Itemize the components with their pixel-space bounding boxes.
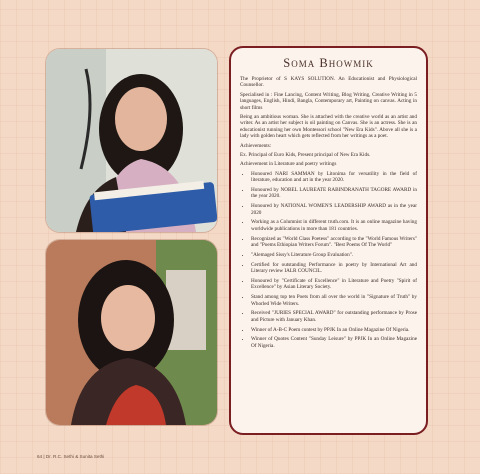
list-item: • Honoured by NOBEL LAUREATE RABINDRANATH TAGORE AWARD in the year 2020. [251,187,417,200]
list-item: • Certified for outstanding Performance in poetry by International Art and Literary review IALR COUNCIL. [251,262,417,275]
list-item: • Honoured by NATIONAL WOMEN'S LEADERSHIP AWARD as in the year 2020 [251,203,417,216]
intro-text: The Proprietor of S KAYS SOLUTION. An Educationist and Physiological Counsellor. [240,76,417,89]
ambitious-text: Being an ambitious woman. She is attached with the creative world as an artist and writer. As an artist her subject is oil painting on Canvas. She is an actress. She is an educationist running her own Montessori school "New Era Kids". Above all she is a lady with golden heart which gets reflected from her writings as a poet. [240,114,417,140]
literature-heading: Achievement in Literature and poetry writings [240,161,337,168]
list-item: • Honoured NARI SAMMAN by Litonima for versatility in the field of literature, education and art in the year 2020. [251,171,417,184]
list-item: • Recognized as "World Class Poetess" according to the "World Famous Writers" and "Poems Ethiopian Writers Forum". "Best Poems Of The World" [251,236,417,249]
portrait-photo-garden [46,240,217,425]
list-item: • "Alemaged Sissy's Literature Group Evaluation". [251,252,417,258]
specialised-text: Specialised in : Fine Lancing, Content Writing, Blog Writing, Creative Writing in 5 languages, English, Hindi, Bangla, Contemporary art, Painting on canvas. Acting in short films [240,91,417,111]
list-item: • Honoured by "Certificate of Excellence" in Literature and Poetry "Spirit of Excellence" by Asian Literary Society. [251,278,417,291]
list-item: • Received "JURIES SPECIAL AWARD" for outstanding performance by Prose and Picture with January Khan. [251,310,417,323]
principal-text: Ex. Principal of Euro Kids, Present principal of New Era Kids. [240,152,371,159]
biography-panel [229,46,428,435]
page-footer: 64 | Dr. R.C. Sethi & Sunita Sethi [37,454,105,459]
list-item: • Winner of A-B-C Poem contest by PPJK In an Online Magazine Of Nigeria. [251,327,417,333]
achievements-heading: Achievements: [240,142,272,149]
portrait-photo-reading [46,49,217,232]
person-name: Soma Bhowmik [283,56,374,70]
list-item: • Winner of Quotes Content "Sunday Leisure" by PPJK In an Online Magazine Of Nigeria. [251,336,417,349]
achievements-list [240,171,417,349]
list-item: • Stand among top ten Poets from all over the world in "Signature of Truth" by Whorled Wide Writers. [251,294,417,307]
list-item: • Working as a Columnist in different truth.com. It is an online magazine having worldwide publications in more than 181 countries. [251,219,417,232]
